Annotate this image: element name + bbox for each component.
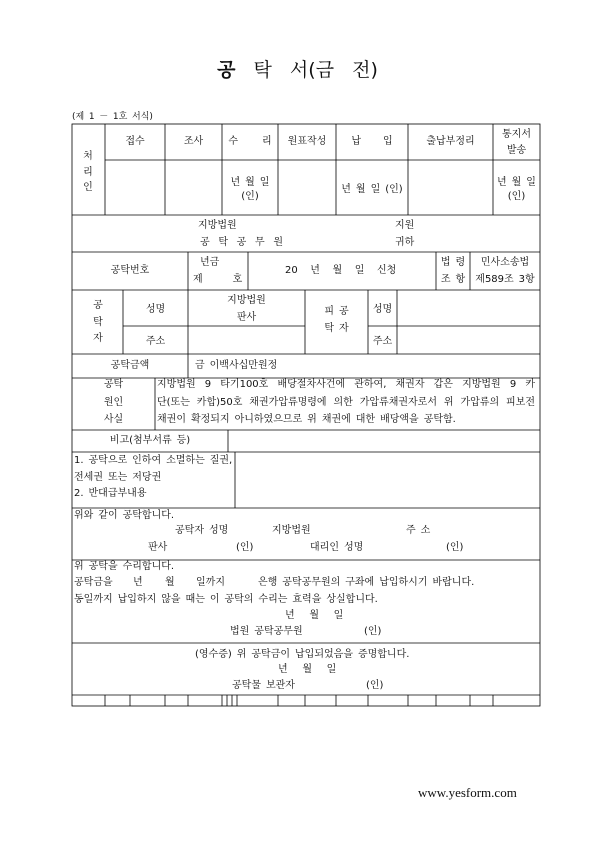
form-number: (제 1 － 1호 서식) (72, 112, 153, 122)
addressee-honorific: 귀하 (395, 237, 415, 248)
addressee-court: 지방법원 (198, 220, 237, 231)
cause-label-line2: 원인 (103, 397, 124, 408)
column-investigation: 조사 (183, 136, 204, 147)
deposit-number-label: 공탁번호 (110, 265, 150, 276)
processing-label: 처리인 (83, 151, 93, 193)
depositee-label-line1: 피 공 (324, 306, 349, 317)
depositee-address-label: 주소 (372, 336, 393, 347)
depositor-name-label: 성명 (145, 304, 166, 315)
deposit-year: 년금 (200, 257, 220, 268)
payment-instruction-part1: 공탁금을 (74, 577, 113, 588)
deposit-number: 제 호 (193, 274, 243, 285)
extinguished-rights-line3: 2. 반대급부내용 (74, 488, 147, 499)
declaration-statement: 위와 같이 공탁합니다. (74, 510, 175, 521)
column-payment: 납 입 (351, 136, 393, 147)
column-notice-line2: 발송 (506, 145, 527, 156)
declaration-depositor-seal: (인) (236, 542, 254, 553)
cause-label-line3: 사실 (103, 414, 124, 425)
statute-label-line1: 법 령 (440, 257, 466, 268)
declaration-address-label: 주 소 (406, 525, 431, 536)
expiry-notice: 동일까지 납입하지 않을 때는 이 공탁의 수리는 효력을 상실합니다. (74, 594, 378, 605)
remarks-label: 비고(첨부서류 등) (109, 435, 191, 446)
column-cash-book: 출납부정리 (426, 136, 475, 147)
payment-instruction-part4: 일까지 (196, 577, 225, 588)
payment-instruction-part3: 월 (165, 577, 175, 588)
acceptance-officer-seal: (인) (364, 626, 382, 637)
depositor-name-title: 판사 (236, 312, 257, 323)
payment-instruction-part5: 은행 공탁공무원의 구좌에 납입하시기 바랍니다. (258, 577, 475, 588)
receipt-custodian-seal: (인) (366, 680, 384, 691)
column-acceptance: 수 리 (228, 136, 272, 147)
acceptance-date: 년 월 일 (230, 177, 270, 188)
acceptance-officer: 법원 공탁공무원 (230, 626, 303, 637)
extinguished-rights-line2: 전세권 또는 저당권 (74, 472, 162, 483)
footer-url: www.yesform.com (418, 785, 517, 800)
column-notice-line1: 통지서 (502, 129, 531, 140)
acceptance-notice-date: 년 월 일 (285, 610, 344, 621)
amount-value: 금 이백사십만원정 (195, 360, 278, 371)
depositor-label: 공탁자 (93, 300, 103, 344)
form-title-rest: 탁 서(금 전) (253, 59, 378, 81)
receipt-custodian: 공탁물 보관자 (232, 680, 295, 691)
cause-text-line1: 지방법원 9 타기100호 배당절차사건에 관하여, 채권자 갑은 지방법원 9 카 (157, 379, 535, 390)
statute-article: 제589조 3항 (475, 274, 535, 285)
cause-text-line3: 채권이 확정되지 아니하였으므로 위 채권에 대한 배당액을 공탁함. (157, 414, 456, 425)
cause-text-line2: 단(또는 카합)50호 채권가압류명령에 의한 가압류채권자로서 위 가압류의 피보전 (157, 397, 535, 408)
statute-law: 민사소송법 (480, 257, 530, 268)
declaration-judge: 판사 (148, 542, 168, 553)
notice-seal: (인) (507, 191, 526, 202)
depositor-name-court: 지방법원 (227, 295, 266, 306)
statute-label-line2: 조 항 (440, 274, 466, 285)
receipt-date: 년 월 일 (278, 664, 337, 675)
payment-date: 년 월 일 (인) (341, 184, 403, 195)
form-title (0, 59, 595, 81)
addressee-branch: 지원 (395, 220, 415, 231)
payment-instruction-part2: 년 (133, 577, 143, 588)
cause-label-line1: 공탁 (103, 379, 124, 390)
depositor-address-label: 주소 (145, 336, 166, 347)
form-title-first: 공 (217, 59, 236, 81)
declaration-agent-name-label: 대리인 성명 (310, 542, 364, 553)
declaration-depositor-name-label: 공탁자 성명 (175, 525, 229, 536)
application-date: 20 년 월 일 신청 (285, 265, 397, 276)
column-receipt: 접수 (125, 136, 145, 147)
notice-date: 년 월 일 (497, 177, 536, 188)
depositee-label-line2: 탁 자 (324, 323, 349, 334)
extinguished-rights-line1: 1. 공탁으로 인하여 소멸하는 질권, (74, 455, 233, 466)
column-ledger: 원표작성 (287, 136, 327, 147)
amount-label: 공탁금액 (110, 360, 150, 371)
acceptance-seal: (인) (241, 191, 259, 202)
declaration-court: 지방법원 (272, 525, 311, 536)
addressee-officer: 공 탁 공 무 원 (200, 237, 284, 248)
declaration-agent-seal: (인) (446, 542, 464, 553)
receipt-statement: (영수증) 위 공탁금이 납입되었음을 증명합니다. (195, 649, 410, 660)
depositee-name-label: 성명 (372, 304, 393, 315)
acceptance-statement: 위 공탁을 수리합니다. (74, 561, 175, 572)
